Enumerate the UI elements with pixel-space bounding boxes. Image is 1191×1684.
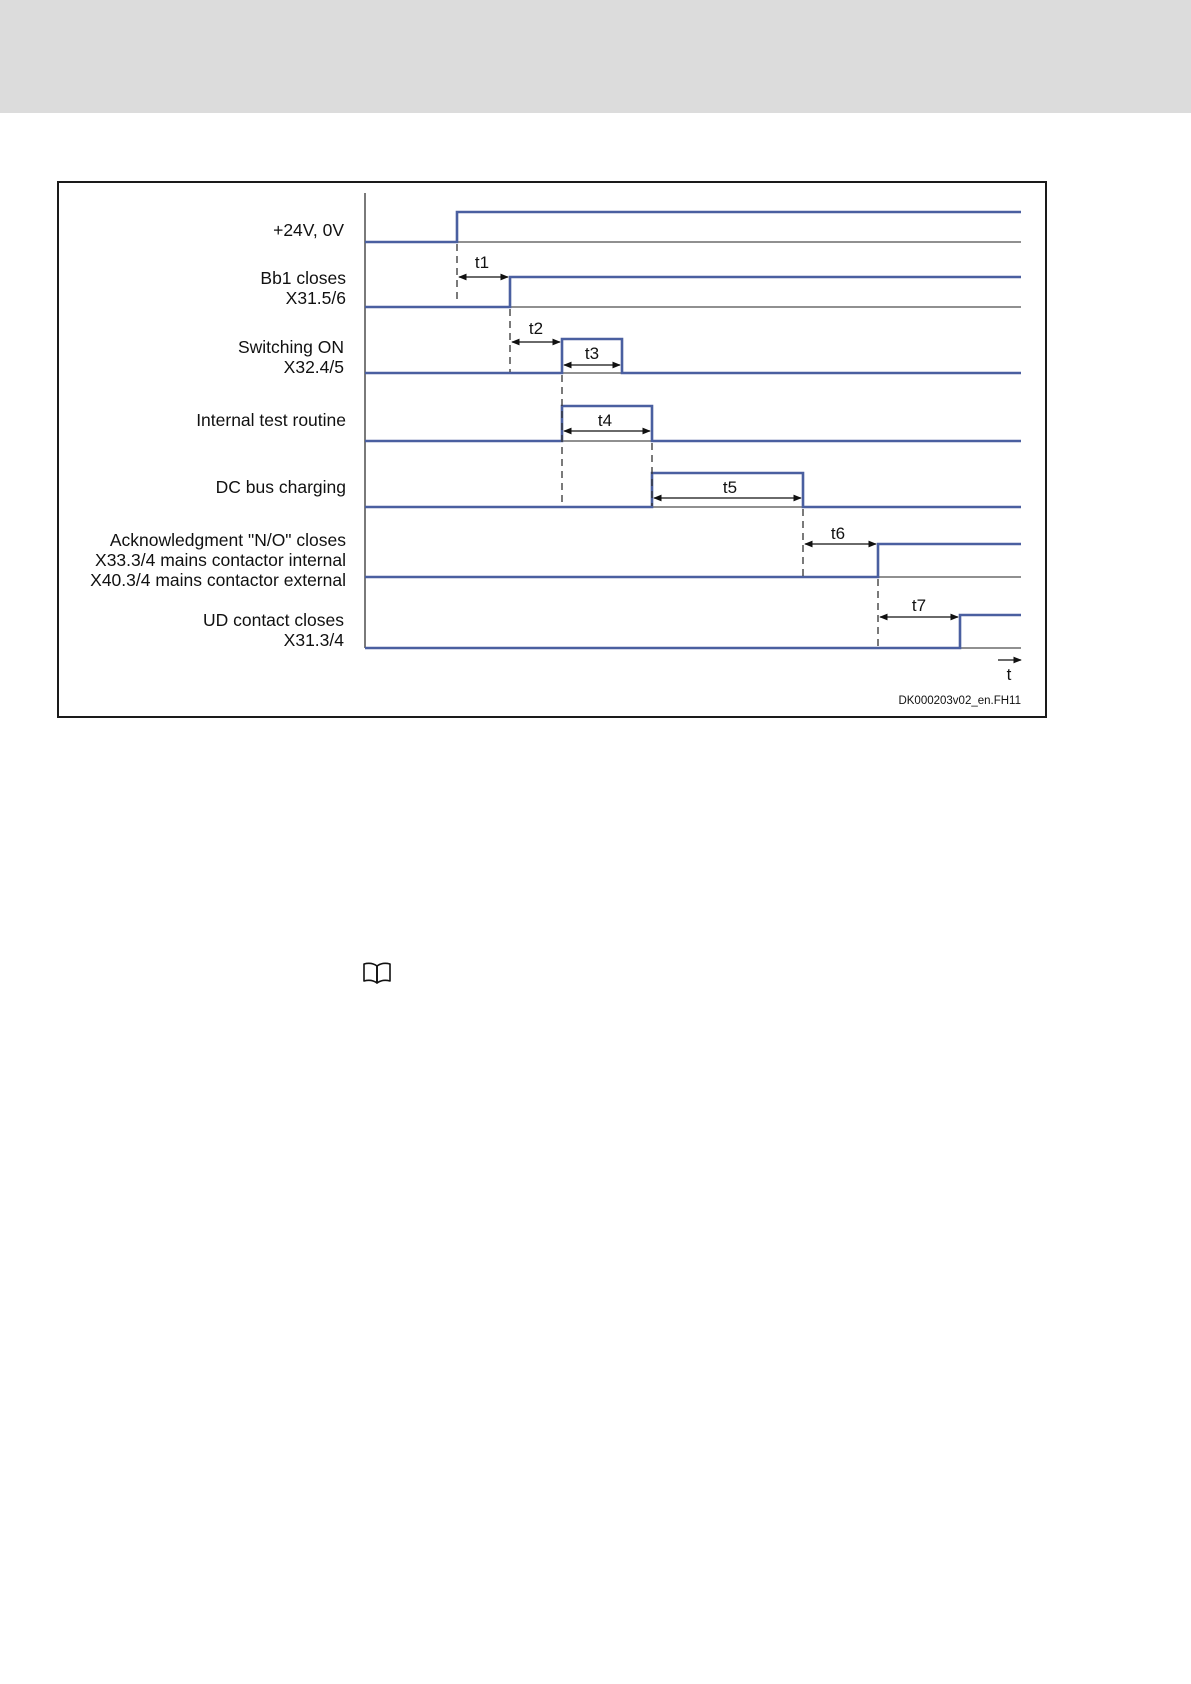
label-t5: t5: [722, 478, 738, 497]
waveform-24v: [365, 212, 1021, 242]
waveform-bb1: [365, 277, 1021, 307]
label-t7: t7: [911, 596, 927, 615]
figure-reference: DK000203v02_en.FH11: [898, 695, 1021, 707]
label-t4: t4: [597, 411, 613, 430]
label-ack-line-3: X40.3/4 mains contactor external: [90, 570, 346, 590]
waveform-switching-on: [365, 339, 1021, 373]
label-ack-line-2: X33.3/4 mains contactor internal: [95, 550, 346, 570]
label-switching-on-line-2: X32.4/5: [283, 357, 344, 377]
label-t2: t2: [528, 319, 544, 338]
label-ack-line-1: Acknowledgment "N/O" closes: [109, 530, 346, 550]
book-icon: [362, 961, 392, 985]
label-t6: t6: [830, 524, 846, 543]
waveform-dc-bus: [365, 473, 1021, 507]
label-internal-test: Internal test routine: [196, 410, 346, 430]
label-switching-on-line-1: Switching ON: [237, 337, 344, 357]
label-bb1-line-2: X31.5/6: [285, 288, 346, 308]
label-ud-line-1: UD contact closes: [202, 610, 344, 630]
label-t1: t1: [474, 253, 490, 272]
timing-diagram: [0, 0, 1191, 760]
waveform-internal-test: [365, 406, 1021, 441]
label-24v-line-1: +24V, 0V: [273, 220, 344, 240]
label-bb1-line-1: Bb1 closes: [260, 268, 346, 288]
time-axis-label: t: [1006, 665, 1012, 684]
label-dc-bus: DC bus charging: [215, 477, 346, 497]
waveform-ack: [365, 544, 1021, 577]
label-ud-line-2: X31.3/4: [283, 630, 344, 650]
waveform-ud: [365, 615, 1021, 648]
label-t3: t3: [584, 344, 600, 363]
